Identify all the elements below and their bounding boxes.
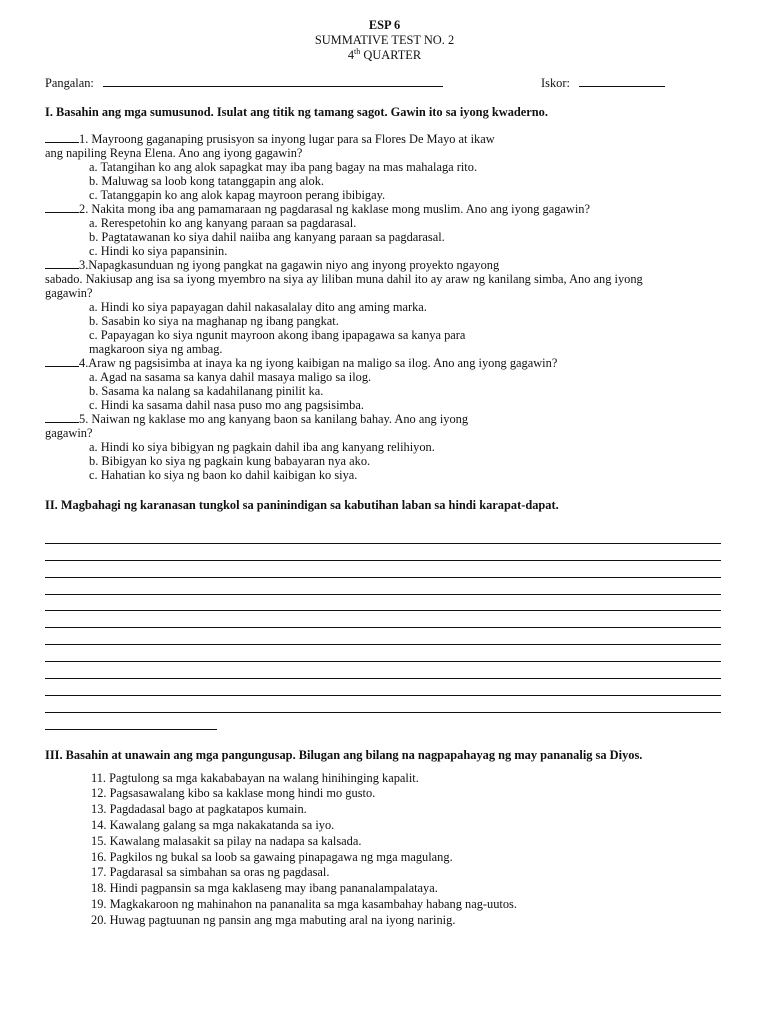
score-label: Iskor: (541, 76, 570, 90)
statement-item[interactable]: 13. Pagdadasal bago at pagkatapos kumain. (91, 802, 307, 817)
question-line (45, 356, 724, 370)
name-field (45, 75, 443, 91)
question-line (45, 412, 724, 426)
question-text: 1. Mayroong gaganaping prusisyon sa inyong lugar para sa Flores De Mayo at ikaw (79, 132, 495, 146)
writing-line[interactable] (45, 561, 721, 578)
test-title: SUMMATIVE TEST NO. 2 (314, 33, 455, 47)
statement-item[interactable]: 16. Pagkilos ng bukal sa loob sa gawaing pinapagawa ng mga magulang. (91, 849, 453, 864)
part3-list (45, 771, 724, 929)
statement-item[interactable]: 20. Huwag pagtuunan ng pansin ang mga mabuting aral na iyong narinig. (91, 912, 456, 927)
question-line (45, 202, 724, 216)
answer-option: b. Sasama ka nalang sa kadahilanang pinilit ka. (89, 384, 324, 398)
score-blank[interactable] (579, 75, 665, 87)
question-line (45, 426, 724, 440)
writing-line[interactable] (45, 696, 721, 713)
writing-line[interactable] (45, 544, 721, 561)
name-blank[interactable] (103, 75, 443, 87)
answer-option: c. Hindi ko siya papansinin. (89, 244, 228, 258)
answer-option: a. Hindi ko siya papayagan dahil nakasalalay dito ang aming marka. (89, 300, 427, 314)
answer-option: c. Tatanggapin ko ang alok kapag mayroon perang ibibigay. (89, 188, 386, 202)
statement-item[interactable]: 19. Magkakaroon ng mahinahon na pananalita sa mga kasambahay habang nag-uutos. (91, 897, 517, 912)
question-text: 3.Napagkasunduan ng iyong pangkat na gagawin niyo ang inyong proyekto ngayong (79, 258, 500, 272)
answer-option: c. Hahatian ko siya ng baon ko dahil kaibigan ko siya. (89, 468, 358, 482)
quarter-word: QUARTER (363, 48, 422, 62)
name-label: Pangalan: (45, 76, 94, 90)
answer-blank[interactable] (45, 132, 79, 143)
question-line (45, 258, 724, 272)
answer-option: c. Papayagan ko siya ngunit mayroon akong ibang ipapagawa sa kanya para (89, 328, 466, 342)
writing-line[interactable] (45, 662, 721, 679)
question-text: 2. Nakita mong iba ang pamamaraan ng pagdarasal ng kaklase mong muslim. Ano ang iyong gagawin? (79, 202, 590, 216)
question-line (45, 132, 724, 146)
question-text: 5. Naiwan ng kaklase mo ang kanyang baon sa kanilang bahay. Ano ang iyong (79, 412, 469, 426)
part1-questions (45, 132, 724, 482)
student-info-row (45, 75, 724, 90)
answer-option: b. Maluwag sa loob kong tatanggapin ang alok. (89, 174, 325, 188)
writing-line[interactable] (45, 595, 721, 612)
answer-option: a. Tatangihan ko ang alok sapagkat may iba pang bagay na mas mahalaga rito. (89, 160, 478, 174)
quarter-title (45, 48, 724, 63)
question-line (45, 146, 724, 160)
answer-blank[interactable] (45, 258, 79, 269)
writing-line[interactable] (45, 578, 721, 595)
answer-blank[interactable] (45, 202, 79, 213)
answer-blank[interactable] (45, 412, 79, 423)
writing-line[interactable] (45, 679, 721, 696)
answer-option: b. Pagtatawanan ko siya dahil naiiba ang kanyang paraan sa pagdarasal. (89, 230, 445, 244)
quarter-ordinal: th (354, 46, 361, 56)
statement-item[interactable]: 14. Kawalang galang sa mga nakakatanda sa iyo. (91, 818, 335, 833)
writing-line[interactable] (45, 527, 721, 544)
question-line (45, 286, 724, 300)
question-text: 4.Araw ng pagsisimba at inaya ka ng iyong kaibigan na maligo sa ilog. Ano ang iyong gagawin? (79, 356, 558, 370)
writing-lines (45, 527, 724, 730)
question-text: sabado. Nakiusap ang isa sa iyong myembro na siya ay liliban muna dahil ito ay araw ng kanilang simba, Ano ang iyong (45, 272, 643, 286)
score-field (541, 75, 665, 91)
statement-item[interactable]: 17. Pagdarasal sa simbahan sa oras ng pagdasal. (91, 865, 330, 880)
writing-line[interactable] (45, 645, 721, 662)
answer-option: a. Agad na sasama sa kanya dahil masaya maligo sa ilog. (89, 370, 372, 384)
question-line (45, 272, 724, 286)
writing-line[interactable] (45, 628, 721, 645)
part1-heading: I. Basahin ang mga sumusunod. Isulat ang titik ng tamang sagot. Gawin ito sa iyong kwaderno. (45, 105, 548, 119)
statement-item[interactable]: 12. Pagsasawalang kibo sa kaklase mong hindi mo gusto. (91, 786, 376, 801)
statement-item[interactable]: 11. Pagtulong sa mga kakababayan na walang hinihinging kapalit. (91, 770, 419, 785)
question-text: gagawin? (45, 286, 93, 300)
quarter-number: 4 (347, 48, 355, 62)
part2-heading: II. Magbahagi ng karanasan tungkol sa paninindigan sa kabutihan laban sa hindi karapat-dapat. (45, 498, 559, 512)
statement-item[interactable]: 18. Hindi pagpansin sa mga kaklaseng may ibang pananalampalataya. (91, 881, 438, 896)
subject-title: ESP 6 (368, 18, 401, 32)
statement-item[interactable]: 15. Kawalang malasakit sa pilay na nadapa sa kalsada. (91, 833, 362, 848)
option-continuation: magkaroon siya ng ambag. (89, 342, 223, 356)
question-text: gagawin? (45, 426, 93, 440)
answer-blank[interactable] (45, 356, 79, 367)
answer-option: a. Rerespetohin ko ang kanyang paraan sa pagdarasal. (89, 216, 357, 230)
answer-option: b. Sasabin ko siya na maghanap ng ibang pangkat. (89, 314, 339, 328)
answer-option: b. Bibigyan ko siya ng pagkain kung babayaran nya ako. (89, 454, 371, 468)
part3-heading: III. Basahin at unawain ang mga pangungusap. Bilugan ang bilang na nagpapahayag ng may pananalig sa Diyos. (45, 747, 643, 762)
answer-option: c. Hindi ka sasama dahil nasa puso mo ang pagsisimba. (89, 398, 364, 412)
answer-option: a. Hindi ko siya bibigyan ng pagkain dahil iba ang kanyang relihiyon. (89, 440, 435, 454)
question-text: ang napiling Reyna Elena. Ano ang iyong gagawin? (45, 146, 303, 160)
writing-line-end[interactable] (45, 713, 217, 730)
writing-line[interactable] (45, 611, 721, 628)
